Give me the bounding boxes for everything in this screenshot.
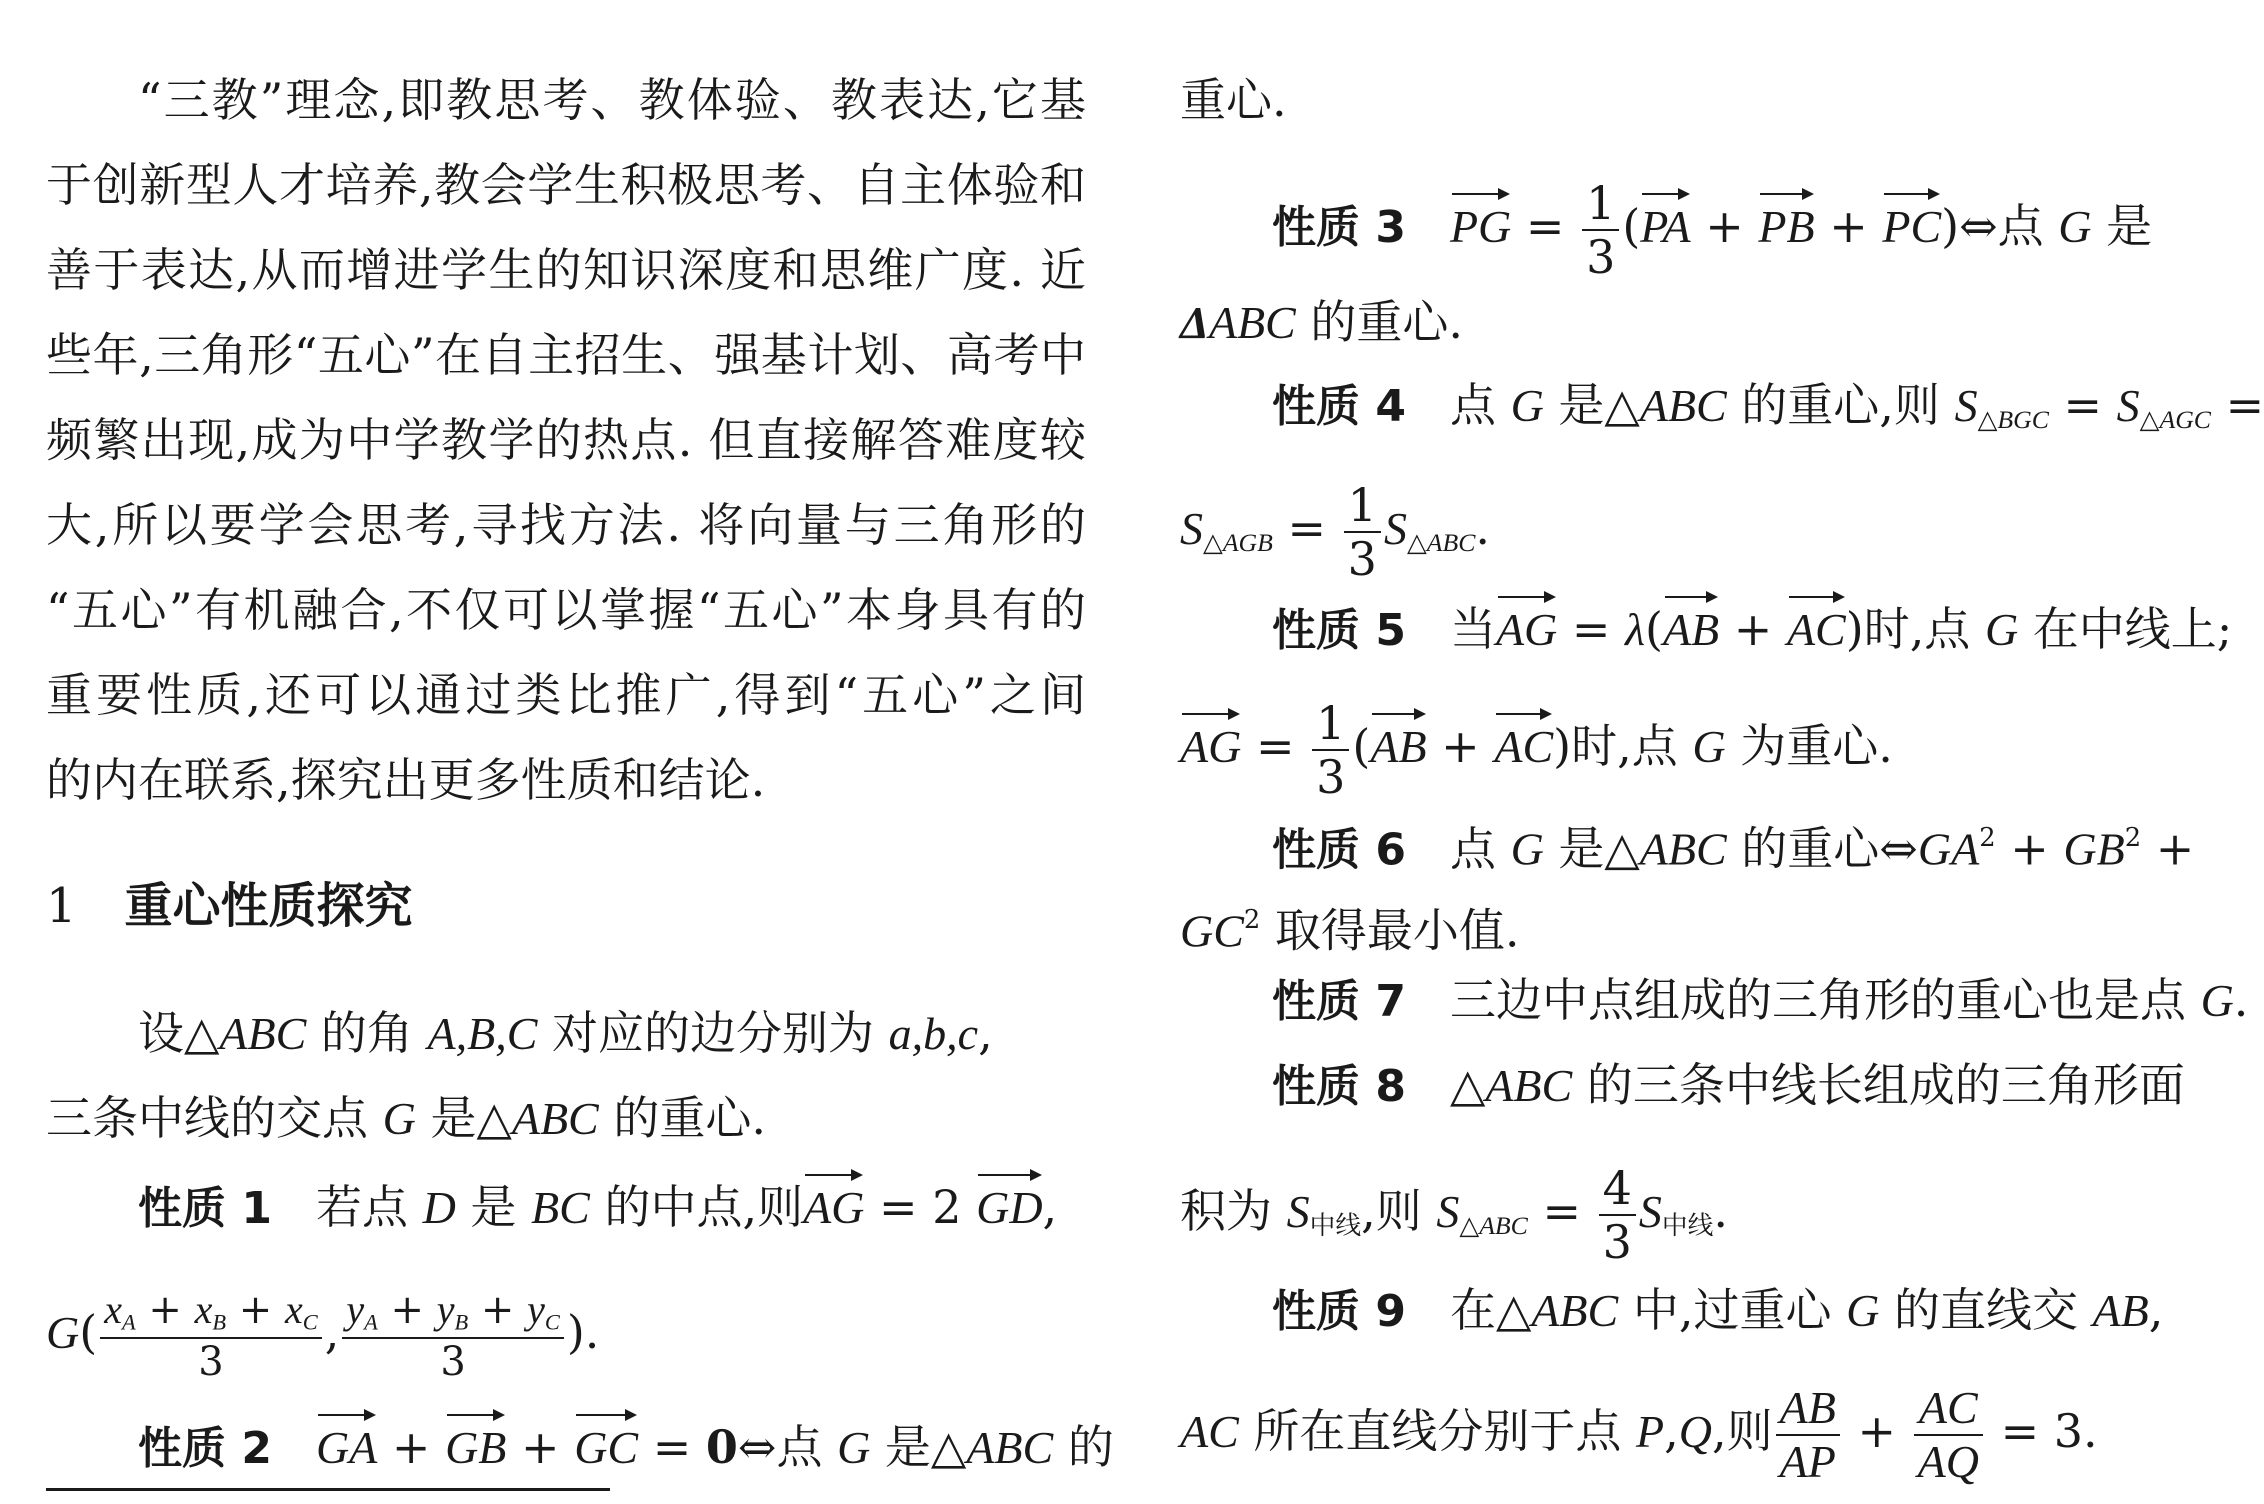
section-number: 1: [46, 878, 77, 934]
section-title: 重心性质探究: [124, 878, 413, 934]
property-3-label: 性质 3: [1272, 202, 1406, 253]
intro-line-6: 大,所以要学会思考,寻找方法. 将向量与三角形的: [46, 498, 1086, 552]
property-9: 性质 9 在△ABC 中,过重心 G 的直线交 AB,: [1272, 1283, 2164, 1337]
property-3-continued: ΔABC 的重心.: [1180, 295, 1463, 349]
property-6-continued: $GC^2$ 取得最小值.: [1180, 903, 1520, 958]
property-4-continued: $S_{\triangle AGB}$ = $\frac{1}{3}$ $S_{\triangle ABC}$.: [1180, 478, 1491, 586]
fraction-x-mean: $\frac{x_A + x_B + x_C}{3}$: [100, 1290, 322, 1382]
fraction-one-third: $\frac{1}{3}$: [1582, 180, 1619, 280]
property-8-label: 性质 8: [1272, 1061, 1406, 1112]
footnote-divider: [46, 1488, 610, 1491]
intro-line-5: 频繁出现,成为中学教学的热点. 但直接解答难度较: [46, 413, 1086, 467]
property-5-continued: AG = $\frac{1}{3}$ (AB + AC)时,点 G 为重心.: [1180, 696, 1893, 804]
property-7-label: 性质 7: [1272, 976, 1406, 1027]
property-3: 性质 3 PG = $\frac{1}{3}$ (PA + PB + PC)⇔点 G 是: [1272, 176, 2153, 284]
intro-line-8: 重要性质,还可以通过类比推广,得到“五心”之间: [46, 668, 1086, 722]
intro-line-2: 于创新型人才培养,教会学生积极思考、自主体验和: [46, 158, 1086, 212]
intro-line-3: 善于表达,从而增进学生的知识深度和思维广度. 近: [46, 243, 1086, 297]
property-8-continued: 积为 $S_{中线}$,则 $S_{\triangle ABC}$ = $\frac{4}{3}$ $S_{中线}$.: [1180, 1161, 1729, 1269]
intro-line-9: 的内在联系,探究出更多性质和结论.: [46, 753, 766, 807]
property-8: 性质 8 △ABC 的三条中线长组成的三角形面: [1272, 1058, 2185, 1112]
setup-line-2: 三条中线的交点 G 是△ABC 的重心.: [46, 1091, 766, 1145]
vector-GD: GD: [976, 1170, 1042, 1238]
property-4: 性质 4 点 G 是△ABC 的重心,则 $S_{\triangle BGC} = S_{\triangle AGC}$ =: [1272, 378, 2264, 436]
section-heading: [46, 876, 1086, 936]
property-1-label: 性质 1: [138, 1183, 272, 1234]
fraction-y-mean: $\frac{y_A + y_B + y_C}{3}$: [342, 1290, 564, 1382]
property-7: 性质 7 三边中点组成的三角形的重心也是点 G.: [1272, 973, 2249, 1027]
vector-AG: AG: [803, 1170, 864, 1238]
property-2-continued: 重心.: [1180, 73, 1287, 127]
intro-line-4: 些年,三角形“五心”在自主招生、强基计划、高考中: [46, 328, 1086, 382]
property-6: 性质 6 点 G 是△ABC 的重心$\Leftrightarrow GA^2 + GB^2$ +: [1272, 821, 2195, 876]
intro-line-7: “五心”有机融合,不仅可以掌握“五心”本身具有的: [46, 583, 1086, 637]
property-4-label: 性质 4: [1272, 381, 1406, 432]
property-9-label: 性质 9: [1272, 1286, 1406, 1337]
property-9-continued: AC 所在直线分别于点 P,Q,则 $\frac{AB}{AP}$ + $\frac{AC}{AQ}$ = 3.: [1180, 1382, 2098, 1487]
property-2-label: 性质 2: [138, 1423, 272, 1474]
property-5: 性质 5 当AG = λ(AB + AC)时,点 G 在中线上;: [1180, 592, 2220, 661]
setup-line-1: 设△ABC 的角 A,B,C 对应的边分别为 a,b,c,: [138, 1006, 993, 1060]
property-2: 性质 2 GA + GB + GC = 0⇔点 G 是△ABC 的: [46, 1410, 1086, 1479]
property-1: 性质 1 若点 D 是 BC 的中点,则AG = 2 GD,: [46, 1170, 1086, 1239]
intro-line-1: “三教”理念,即教思考、教体验、教表达,它基: [138, 73, 1086, 127]
property-6-label: 性质 6: [1272, 824, 1406, 876]
property-5-label: 性质 5: [1272, 605, 1406, 656]
property-1-coordinates: G( $\frac{x_A + x_B + x_C}{3}$ , $\frac{y_A + y_B + y_C}{3}$ ).: [46, 1287, 600, 1385]
